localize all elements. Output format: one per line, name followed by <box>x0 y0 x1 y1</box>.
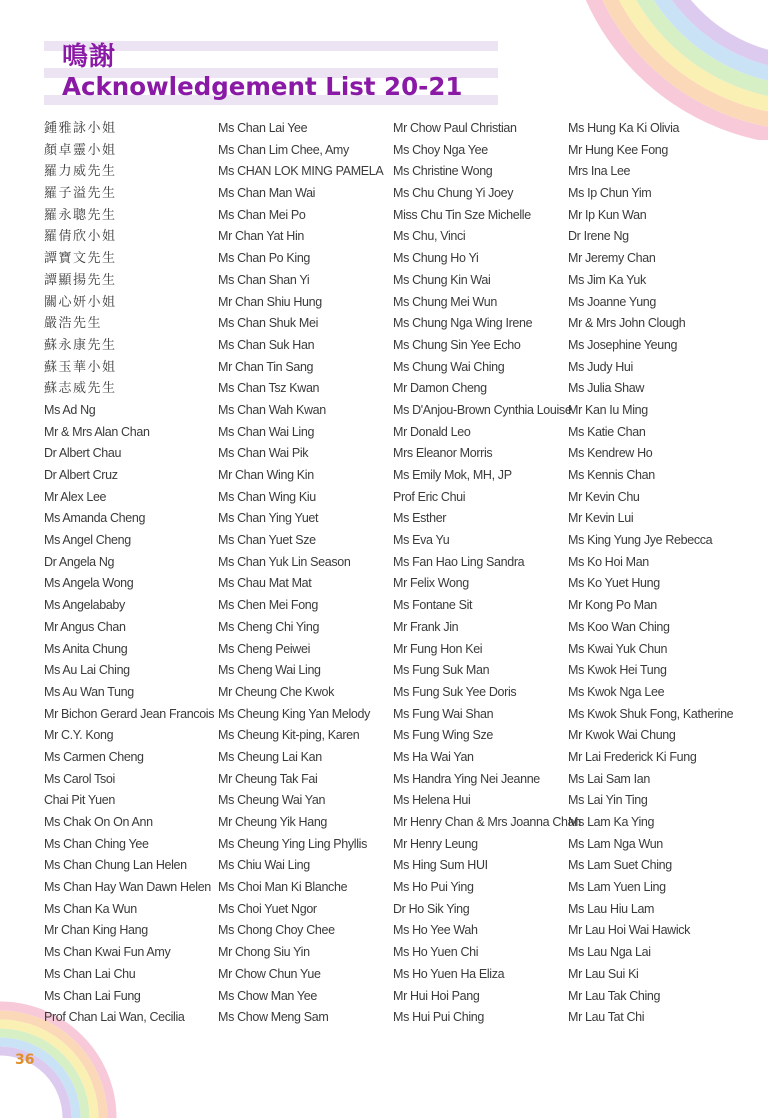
list-item: 蘇玉華小姐 <box>44 359 117 375</box>
list-item: Ms Emily Mok, MH, JP <box>393 468 512 482</box>
list-item: Ms Chan Ching Yee <box>44 836 149 851</box>
list-item: Ms Chan Kwai Fun Amy <box>44 945 171 960</box>
list-item: Ms Lam Nga Wun <box>568 836 663 851</box>
list-item: Ms Cheng Peiwei <box>218 641 311 656</box>
list-item: Ms Cheung King Yan Melody <box>218 706 370 721</box>
list-item: Ms Chan Shuk Mei <box>218 316 318 331</box>
list-item: Mr Henry Chan & Mrs Joanna Chan <box>393 815 581 829</box>
list-item: Ms Ip Chun Yim <box>568 186 652 201</box>
list-item: Mr Hung Kee Fong <box>568 142 669 157</box>
list-item: Ms Lai Yin Ting <box>568 793 648 808</box>
list-item: Ms Chung Wai Ching <box>393 359 505 374</box>
list-item: 羅力威先生 <box>44 164 117 180</box>
page-number: 36 <box>15 1052 35 1068</box>
list-item: Ms Angel Cheng <box>44 533 131 548</box>
list-item: Ms Choi Yuet Ngor <box>218 901 317 916</box>
list-item: Mr Chan Tin Sang <box>218 359 314 374</box>
list-item: Dr Irene Ng <box>568 229 629 244</box>
list-item: Ms Chu Chung Yi Joey <box>393 186 514 201</box>
list-item: Ms Fung Suk Man <box>393 663 490 678</box>
list-item: Ms Hung Ka Ki Olivia <box>568 121 680 135</box>
list-item: Ms Chan Tsz Kwan <box>218 381 320 396</box>
list-item: Ms Jim Ka Yuk <box>568 272 646 287</box>
list-item: Mr Cheung Che Kwok <box>218 684 334 699</box>
list-item: Mr Lau Tak Ching <box>568 988 661 1003</box>
list-item: Mr C.Y. Kong <box>44 728 114 743</box>
list-item: Ms Cheng Chi Ying <box>218 619 320 634</box>
list-item: Ms Chau Mat Mat <box>218 576 312 591</box>
list-item: Ms Lai Sam Ian <box>568 771 650 786</box>
list-item: Mr Cheung Tak Fai <box>218 771 318 786</box>
list-item: Mr Kong Po Man <box>568 598 657 613</box>
list-item: Ms Lam Ka Ying <box>568 815 655 829</box>
list-item: Mrs Eleanor Morris <box>393 446 493 461</box>
list-item: Ms Chan Lai Yee <box>218 121 308 135</box>
list-item: Mr Hui Hoi Pang <box>393 988 480 1003</box>
list-item: 蘇永康先生 <box>44 337 117 353</box>
list-item: Mr Jeremy Chan <box>568 251 656 266</box>
list-item: Dr Albert Chau <box>44 446 122 461</box>
list-item: 顏卓靈小姐 <box>44 142 117 158</box>
list-item: Ms Julia Shaw <box>568 381 645 396</box>
list-item: Ms Chan Po King <box>218 251 311 266</box>
list-item: Ms Chan Wai Pik <box>218 446 309 461</box>
list-item: Ms Fung Wai Shan <box>393 706 494 721</box>
list-item: Ms Hing Sum HUI <box>393 858 488 873</box>
list-item: 羅永聰先生 <box>44 207 117 223</box>
list-item: 蘇志威先生 <box>44 381 117 397</box>
name-column-2 <box>218 118 390 1029</box>
list-item: Ms King Yung Jye Rebecca <box>568 533 713 548</box>
list-item: Mrs Ina Lee <box>568 164 631 179</box>
list-item: Ms Josephine Yeung <box>568 337 678 352</box>
list-item: Ms Ko Hoi Man <box>568 554 649 569</box>
list-item: 譚寶文先生 <box>44 251 117 267</box>
list-item: Ms Chow Meng Sam <box>218 1010 329 1025</box>
page-header <box>44 38 500 108</box>
list-item: Ms Ho Yuen Chi <box>393 945 479 960</box>
list-item: Ms Chan Wing Kiu <box>218 489 316 504</box>
list-item: Ms Kendrew Ho <box>568 446 653 461</box>
list-item: Ms Amanda Cheng <box>44 511 146 526</box>
name-column-4 <box>568 118 740 1029</box>
list-item: Ms Chiu Wai Ling <box>218 858 310 873</box>
list-item: Mr Henry Leung <box>393 836 478 851</box>
list-item: Mr & Mrs Alan Chan <box>44 424 150 439</box>
list-item: Mr Kevin Lui <box>568 511 634 526</box>
list-item: Ms Kwok Shuk Fong, Katherine <box>568 706 734 721</box>
list-item: Ms Chen Mei Fong <box>218 598 318 613</box>
list-item: Ms Chan Chung Lan Helen <box>44 858 187 873</box>
list-item: Ms Carmen Cheng <box>44 749 144 764</box>
list-item: Mr Angus Chan <box>44 619 126 634</box>
list-item: Ms Cheung Lai Kan <box>218 749 322 764</box>
list-item: Ms Anita Chung <box>44 641 128 656</box>
list-item: Mr Kevin Chu <box>568 489 640 504</box>
list-item: Ms Lam Yuen Ling <box>568 880 666 895</box>
list-item: Ms Lau Hiu Lam <box>568 901 655 916</box>
name-column-1 <box>44 118 216 1029</box>
list-item: Ms Au Wan Tung <box>44 684 134 699</box>
list-item: Mr Lai Frederick Ki Fung <box>568 749 697 764</box>
list-item: Mr Chan Yat Hin <box>218 229 304 244</box>
list-item: 鍾雅詠小姐 <box>44 121 117 136</box>
list-item: Dr Angela Ng <box>44 554 115 569</box>
list-item: Ms Choy Nga Yee <box>393 142 488 157</box>
page-title-chinese: 鳴謝 <box>62 42 117 72</box>
list-item: Ms Chak On On Ann <box>44 815 153 829</box>
list-item: Mr Kan Iu Ming <box>568 402 648 417</box>
list-item: Ms Fung Suk Yee Doris <box>393 684 517 699</box>
list-item: Ms Eva Yu <box>393 533 450 548</box>
list-item: Ms Hui Pui Ching <box>393 1010 484 1025</box>
list-item: Ms Chan Yuet Sze <box>218 533 316 548</box>
list-item: 譚顯揚先生 <box>44 272 117 288</box>
list-item: Mr Damon Cheng <box>393 381 487 396</box>
list-item: Ms Chu, Vinci <box>393 229 466 244</box>
list-item: Ms Ho Pui Ying <box>393 880 474 895</box>
list-item: Ms Chan Lai Chu <box>44 966 136 981</box>
list-item: Mr Lau Sui Ki <box>568 966 639 981</box>
list-item: Ms Au Lai Ching <box>44 663 130 678</box>
list-item: Ms Chung Sin Yee Echo <box>393 337 521 352</box>
list-item: Ms Chan Ka Wun <box>44 901 137 916</box>
list-item: Mr Kwok Wai Chung <box>568 728 676 743</box>
list-item: Dr Albert Cruz <box>44 468 118 482</box>
acknowledgement-list <box>0 118 768 1038</box>
list-item: Mr Chow Paul Christian <box>393 121 517 135</box>
list-item: Ms Kwai Yuk Chun <box>568 641 668 656</box>
list-item: Ms Chan Mei Po <box>218 207 306 222</box>
list-item: 關心妍小姐 <box>44 294 117 310</box>
list-item: 羅子溢先生 <box>44 186 117 202</box>
list-item: Dr Ho Sik Ying <box>393 901 470 916</box>
list-item: 羅倩欣小姐 <box>44 229 117 245</box>
list-item: Ms Kennis Chan <box>568 468 655 482</box>
list-item: Ms Angela Wong <box>44 576 134 591</box>
list-item: Ms Cheng Wai Ling <box>218 663 321 678</box>
list-item: Ms Cheung Kit-ping, Karen <box>218 728 360 743</box>
list-item: Prof Eric Chui <box>393 489 466 504</box>
list-item: Ms Ko Yuet Hung <box>568 576 660 591</box>
list-item: Ms Chan Wai Ling <box>218 424 315 439</box>
list-item: Mr Lau Tat Chi <box>568 1010 645 1025</box>
list-item: Ms Joanne Yung <box>568 294 656 309</box>
list-item: Ms Esther <box>393 511 447 526</box>
list-item: Mr Chan King Hang <box>44 923 148 938</box>
list-item: Ms Lam Suet Ching <box>568 858 672 873</box>
list-item: Ms Christine Wong <box>393 164 493 179</box>
list-item: Ms Choi Man Ki Blanche <box>218 880 348 895</box>
list-item: Mr Alex Lee <box>44 489 107 504</box>
list-item: Mr Ip Kun Wan <box>568 207 647 222</box>
list-item: Mr Donald Leo <box>393 424 471 439</box>
list-item: Ms Ho Yee Wah <box>393 923 478 938</box>
list-item: Mr Cheung Yik Hang <box>218 815 328 829</box>
list-item: Mr Chow Chun Yue <box>218 966 321 981</box>
list-item: Ms Chan Wah Kwan <box>218 402 326 417</box>
list-item: Prof Chan Lai Wan, Cecilia <box>44 1010 185 1025</box>
list-item: Ms Handra Ying Nei Jeanne <box>393 771 540 786</box>
list-item: Ms Lau Nga Lai <box>568 945 651 960</box>
list-item: Ms CHAN LOK MING PAMELA <box>218 164 384 179</box>
list-item: Ms Chan Lim Chee, Amy <box>218 142 349 157</box>
list-item: Ms Fan Hao Ling Sandra <box>393 554 525 569</box>
list-item: Ms Chow Man Yee <box>218 988 317 1003</box>
list-item: Mr Frank Jin <box>393 619 459 634</box>
list-item: Ms Chung Ho Yi <box>393 251 479 266</box>
list-item: Mr Bichon Gerard Jean Francois <box>44 706 215 721</box>
page-title: Acknowledgement List 20-21 <box>62 72 463 101</box>
list-item: Ms Helena Hui <box>393 793 471 808</box>
list-item: Ms Cheung Ying Ling Phyllis <box>218 836 367 851</box>
list-item: Ms Ho Yuen Ha Eliza <box>393 966 505 981</box>
list-item: Ms Chung Kin Wai <box>393 272 491 287</box>
list-item: Ms Cheung Wai Yan <box>218 793 326 808</box>
list-item: Ms Fontane Sit <box>393 598 473 613</box>
list-item: Mr Lau Hoi Wai Hawick <box>568 923 691 938</box>
list-item: Ms Chung Mei Wun <box>393 294 497 309</box>
list-item: Ms Chan Ying Yuet <box>218 511 319 526</box>
list-item: Ms Chong Choy Chee <box>218 923 335 938</box>
list-item: Ms Chan Hay Wan Dawn Helen <box>44 880 211 895</box>
list-item: Chai Pit Yuen <box>44 793 115 808</box>
list-item: Ms D'Anjou-Brown Cynthia Louise <box>393 402 572 417</box>
list-item: Ms Kwok Nga Lee <box>568 684 665 699</box>
list-item: Miss Chu Tin Sze Michelle <box>393 207 531 222</box>
list-item: Ms Chan Suk Han <box>218 337 315 352</box>
list-item: Ms Chung Nga Wing Irene <box>393 316 533 331</box>
list-item: Ms Kwok Hei Tung <box>568 663 667 678</box>
list-item: Ms Chan Yuk Lin Season <box>218 554 351 569</box>
list-item: Mr Fung Hon Kei <box>393 641 483 656</box>
list-item: Mr Felix Wong <box>393 576 469 591</box>
list-item: Ms Fung Wing Sze <box>393 728 493 743</box>
list-item: Ms Chan Lai Fung <box>44 988 141 1003</box>
list-item: Ms Angelababy <box>44 598 125 613</box>
list-item: Ms Ad Ng <box>44 402 96 417</box>
list-item: Ms Chan Shan Yi <box>218 272 310 287</box>
list-item: Ms Judy Hui <box>568 359 633 374</box>
name-column-3 <box>393 118 581 1029</box>
list-item: 嚴浩先生 <box>44 316 103 332</box>
list-item: Ms Koo Wan Ching <box>568 619 670 634</box>
list-item: Mr Chan Wing Kin <box>218 468 314 482</box>
list-item: Mr & Mrs John Clough <box>568 316 686 331</box>
list-item: Ms Ha Wai Yan <box>393 749 474 764</box>
list-item: Ms Katie Chan <box>568 424 646 439</box>
list-item: Ms Carol Tsoi <box>44 771 115 786</box>
list-item: Mr Chan Shiu Hung <box>218 294 322 309</box>
list-item: Mr Chong Siu Yin <box>218 945 310 960</box>
list-item: Ms Chan Man Wai <box>218 186 316 201</box>
